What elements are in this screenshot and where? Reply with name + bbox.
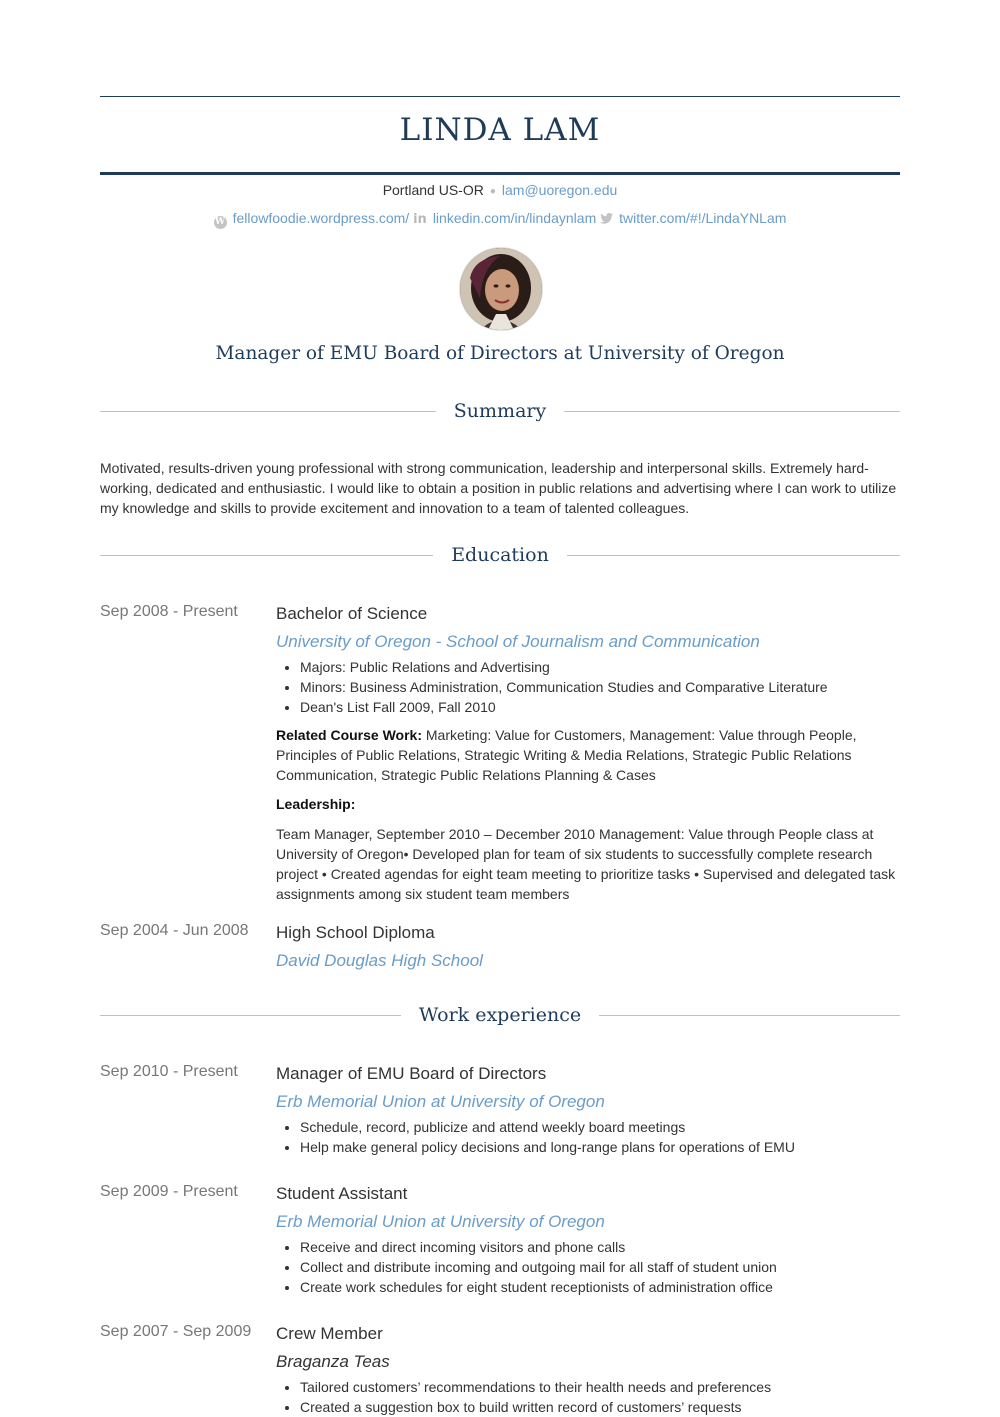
wordpress-icon: W	[215, 217, 226, 227]
leadership-text: Team Manager, September 2010 – December 2010 Management: Value through People class at University of Oregon• Developed plan for team of six students to successfully complete research project • Created agendas for eight team meeting to prioritize tasks • Supervised and delegated task assignments among six student team members	[276, 826, 896, 902]
location-text: Portland US-OR	[382, 182, 484, 198]
entry-body	[276, 922, 900, 976]
summary-text: Motivated, results-driven young professional with strong communication, leadership and interpersonal skills. Extremely hard-working, dedicated and enthusiastic. I would like to obtain a position in public relations and advertising where I can work to utilize my knowledge and skills to provide excitement and innovation to a team of talented colleagues.	[100, 460, 897, 516]
list-item: • Created a suggestion box to build written record of customers’ requests	[300, 1397, 900, 1417]
list-item: • Tailored customers’ recommendations to their health needs and preferences	[300, 1377, 900, 1397]
divider-line	[567, 555, 900, 556]
entry-dates: Sep 2007 - Sep 2009	[100, 1323, 252, 1340]
website-link[interactable]: fellowfoodie.wordpress.com/	[232, 210, 410, 226]
list-item: • Minors: Business Administration, Communication Studies and Comparative Literature	[300, 677, 900, 697]
coursework-label: Related Course Work:	[276, 727, 422, 743]
job-title: Manager of EMU Board of Directors	[276, 1064, 547, 1083]
twitter-link[interactable]: twitter.com/#!/LindaYNLam	[619, 210, 787, 226]
divider-line	[599, 1015, 900, 1016]
summary-section-header	[100, 396, 900, 426]
linkedin-link[interactable]: linkedin.com/in/lindaynlam	[432, 210, 597, 226]
bullet-list	[276, 1117, 900, 1157]
entry-body	[276, 1323, 900, 1417]
separator-dot-icon: ●	[489, 186, 496, 197]
section-title-education: Education	[451, 544, 549, 566]
divider-line	[100, 411, 436, 412]
header-bottom-rule	[100, 172, 900, 175]
entry-body	[276, 1063, 900, 1157]
list-item: • Create work schedules for eight student receptionists of administration office	[300, 1277, 900, 1297]
coursework-paragraph	[276, 725, 900, 785]
leadership-label: Leadership:	[276, 796, 356, 812]
company-name: Erb Memorial Union at University of Oregon	[276, 1092, 605, 1111]
bullet-list	[276, 657, 900, 717]
entry-dates: Sep 2008 - Present	[100, 603, 238, 620]
entry-dates: Sep 2004 - Jun 2008	[100, 922, 249, 939]
bullet-list	[276, 1237, 900, 1297]
degree-title: High School Diploma	[276, 923, 435, 942]
linkedin-icon: in	[413, 212, 427, 227]
contact-line	[100, 182, 900, 198]
profile-photo	[459, 247, 543, 331]
list-item: • Schedule, record, publicize and attend weekly board meetings	[300, 1117, 900, 1137]
job-title: Student Assistant	[276, 1184, 408, 1203]
bullet-list	[276, 1377, 900, 1417]
social-links-line	[100, 210, 900, 229]
professional-headline: Manager of EMU Board of Directors at University of Oregon	[215, 343, 785, 364]
twitter-icon	[600, 211, 613, 226]
header-top-rule	[100, 96, 900, 97]
list-item: • Help make general policy decisions and long-range plans for operations of EMU	[300, 1137, 900, 1157]
job-title: Crew Member	[276, 1324, 383, 1343]
email-link[interactable]: lam@uoregon.edu	[501, 182, 618, 198]
work-section-header	[100, 1000, 900, 1030]
divider-line	[100, 1015, 401, 1016]
entry-dates: Sep 2010 - Present	[100, 1063, 238, 1080]
divider-line	[564, 411, 900, 412]
section-title-summary: Summary	[453, 400, 547, 422]
company-name: Braganza Teas	[276, 1352, 390, 1371]
degree-title: Bachelor of Science	[276, 604, 428, 623]
candidate-name: LINDA LAM	[399, 112, 601, 148]
entry-body	[276, 1183, 900, 1297]
list-item: • Dean's List Fall 2009, Fall 2010	[300, 697, 900, 717]
list-item: • Majors: Public Relations and Advertising	[300, 657, 900, 677]
list-item: • Receive and direct incoming visitors and phone calls	[300, 1237, 900, 1257]
list-item: • Collect and distribute incoming and outgoing mail for all staff of student union	[300, 1257, 900, 1277]
leadership-label-paragraph	[276, 794, 900, 814]
section-title-work: Work experience	[418, 1004, 582, 1026]
entry-dates: Sep 2009 - Present	[100, 1183, 238, 1200]
school-name: David Douglas High School	[276, 951, 483, 970]
coursework-text: Marketing: Value for Customers, Management: Value through People, Principles of Public Relations, Strategic Writing & Media Relations, Strategic Public Relations Communication, Strategic Public Relations Planning & Cases	[276, 727, 857, 783]
education-section-header	[100, 540, 900, 570]
divider-line	[100, 555, 433, 556]
entry-body	[276, 603, 900, 904]
school-name: University of Oregon - School of Journalism and Communication	[276, 632, 760, 651]
company-name: Erb Memorial Union at University of Oregon	[276, 1212, 605, 1231]
